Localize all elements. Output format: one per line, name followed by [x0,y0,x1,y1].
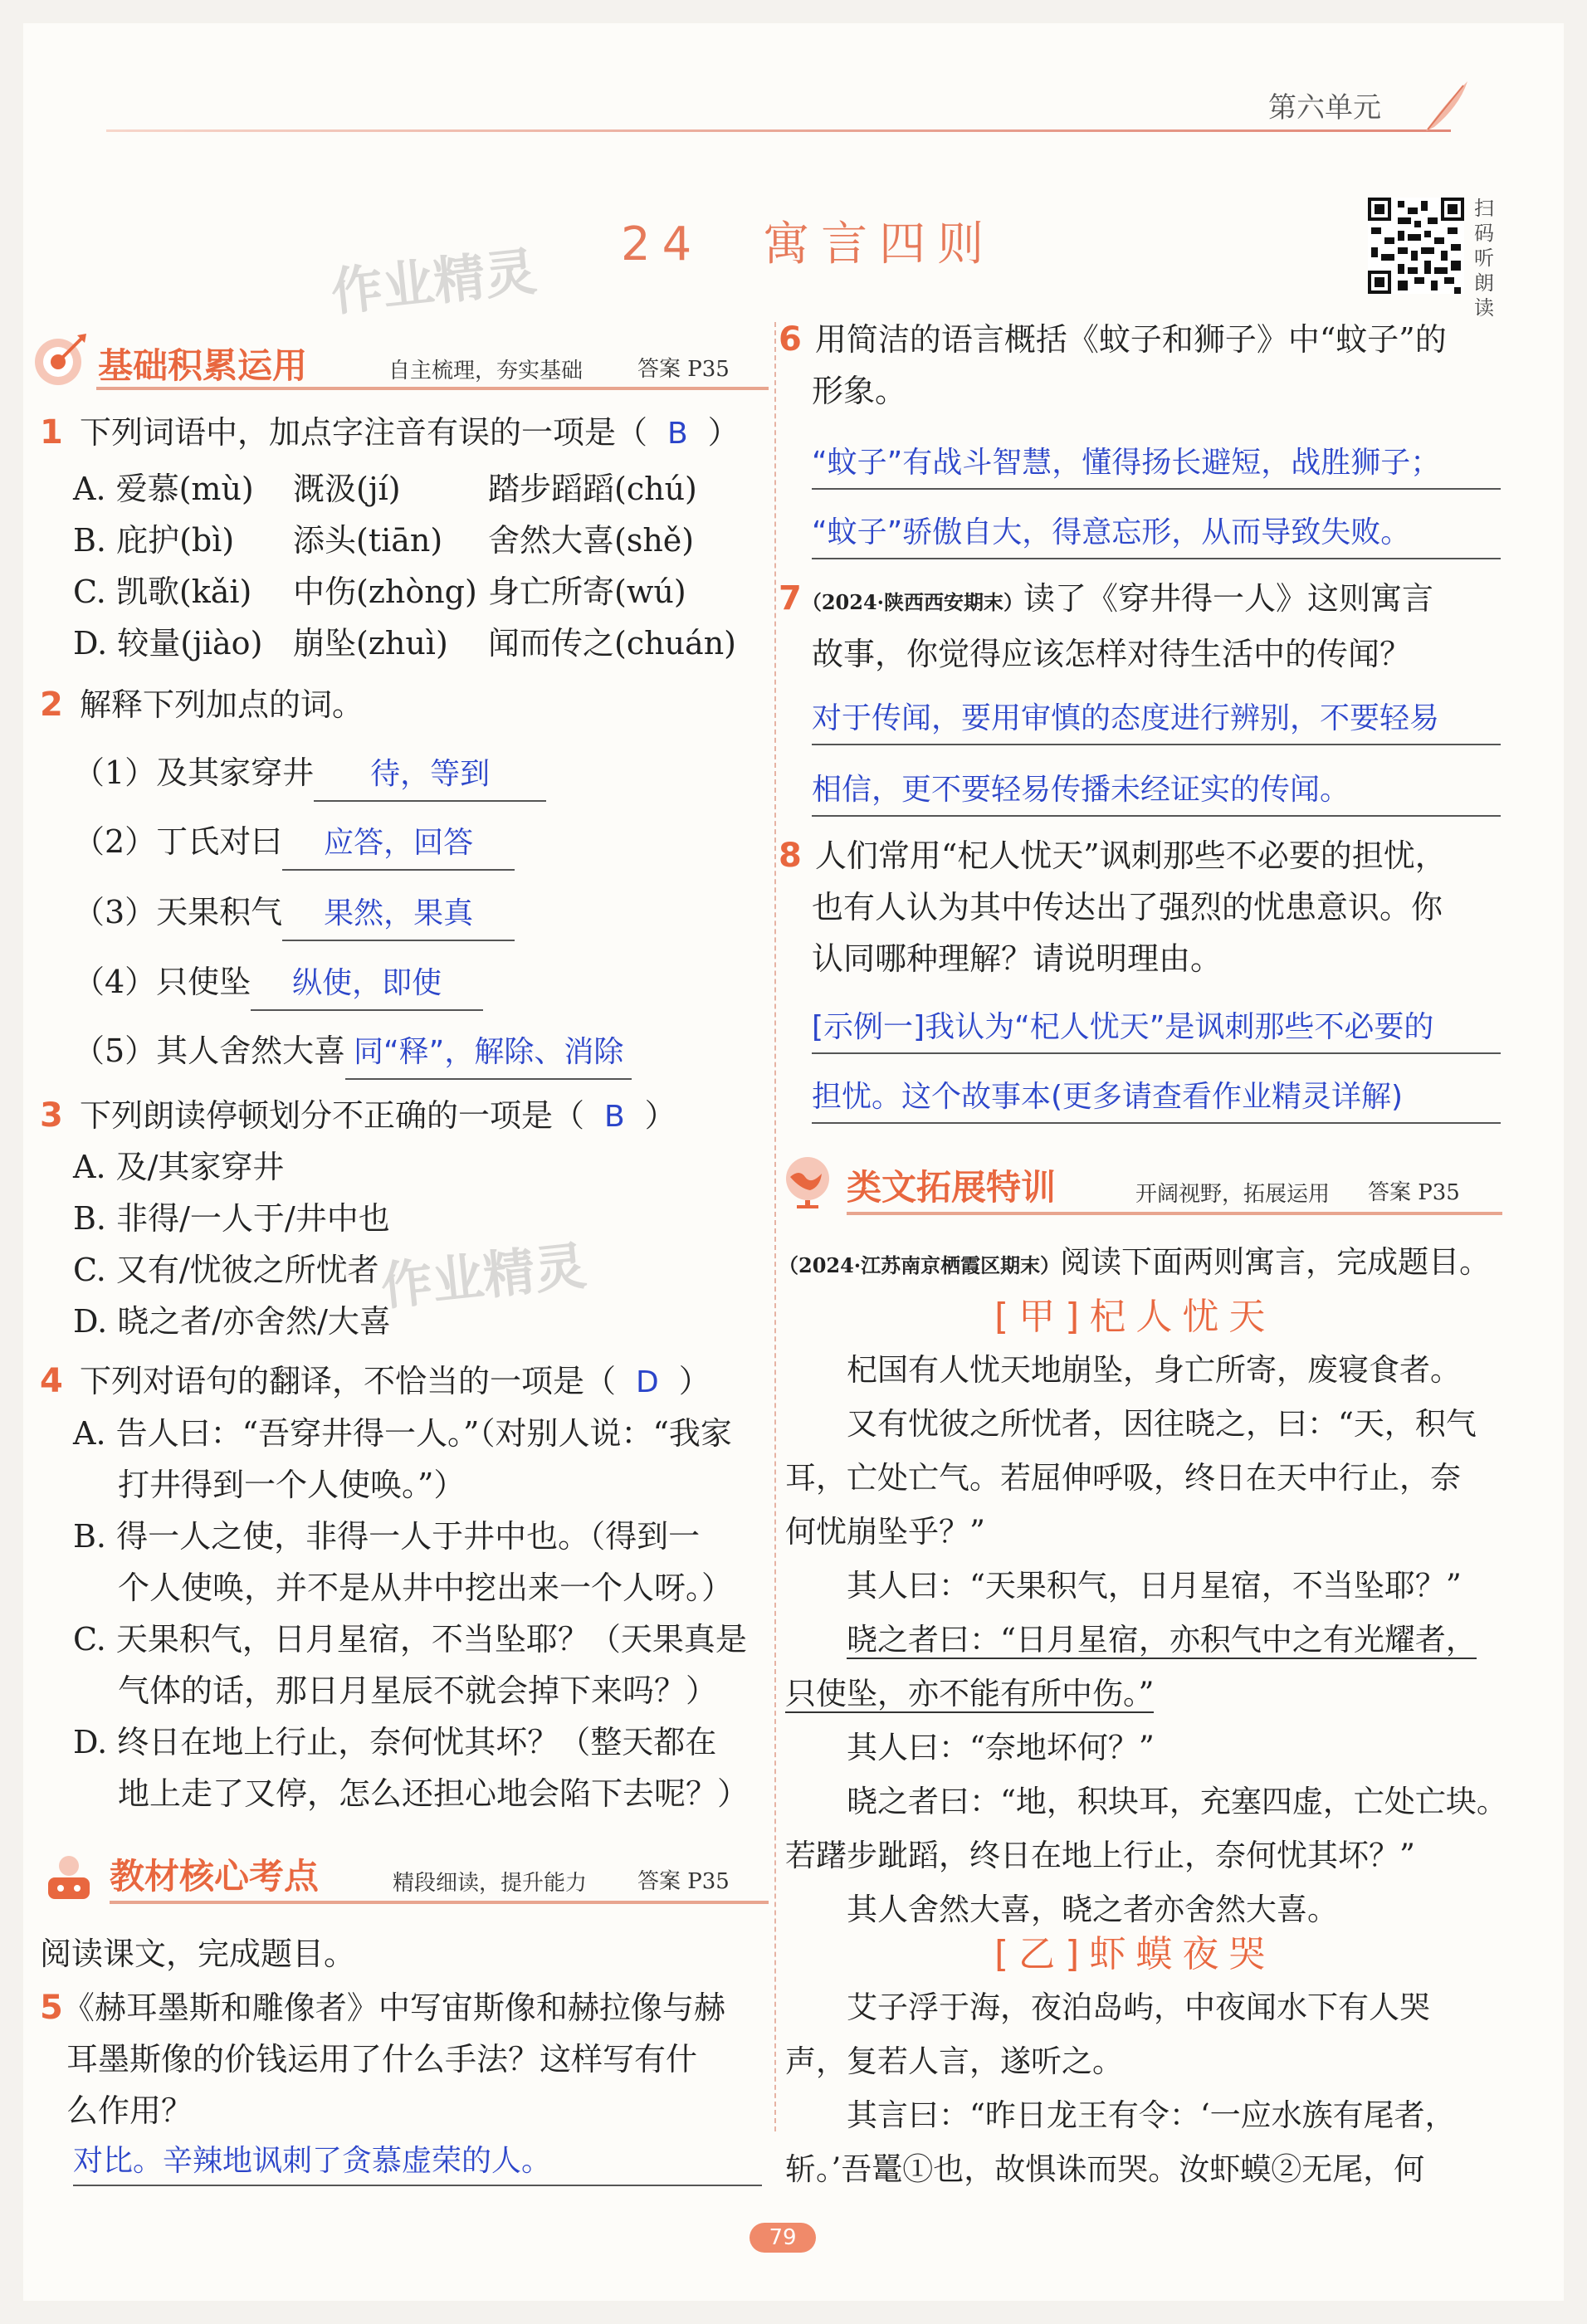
passage-line-underlined: 晓之者曰：“日月星宿，亦积气中之有光耀者， [847,1622,1477,1658]
option-item: 闻而传之(chuán) [488,625,737,662]
answer-choice: B [603,1100,625,1134]
passage-line: 其人曰：“奈地坏何？” [847,1730,1155,1765]
q2-item [73,816,515,871]
passage-line: 晓之者曰：“地，积块耳，充塞四虚，亡处亡块。 [847,1784,1507,1819]
question-number: 1 [40,413,63,452]
question-stem: 下列朗读停顿划分不正确的一项是（ [79,1097,584,1134]
lesson-number: 24 [621,217,704,271]
section-rule [110,1901,769,1904]
q2-item [73,956,483,1011]
question-line: 么作用？ [66,2092,193,2129]
passage-line: 耳，亡处亡气。若屈伸呼吸，终日在天中行止，奈 [785,1460,1461,1496]
robot-icon [40,1849,98,1907]
question-3 [40,1090,676,1143]
passage-line: 何忧崩坠乎？” [785,1514,985,1550]
item-label: （3）天果积气 [73,894,283,930]
answer-choice: D [635,1365,659,1399]
option-item: A. 及/其家穿井 [73,1149,285,1185]
question-number: 2 [40,686,63,724]
option-row [73,515,779,566]
q4-options [73,1408,779,1819]
option-item: 气体的话，那日月星辰不就会掉下来吗？） [118,1672,718,1709]
question-line: 用简洁的语言概括《蚊子和狮子》中“蚊子”的 [814,321,1447,358]
option-row [73,566,779,618]
option-item: 地上走了又停，怎么还担心地会陷下去呢？） [118,1775,750,1812]
reading-instruction: 阅读下面两则寓言，完成题目。 [1060,1244,1491,1280]
answer-blank[interactable]: 纵使，即使 [251,958,483,1011]
passage-line: 声，复若人言，遂听之。 [785,2043,1123,2079]
question-line: 形象。 [812,373,907,409]
option-item: 个人使唤，并不是从井中挖出来一个人呀。） [118,1570,734,1606]
watermark: 作业精灵 [378,1235,589,1317]
item-label: （1）及其家穿井 [73,754,315,791]
question-number: 6 [779,320,802,359]
question-7 [779,573,1509,680]
reading-intro [779,1235,1490,1292]
option-item: A. 告人曰：“吾穿井得一人。”（对别人说：“我家 [73,1415,732,1452]
option-item: D. 晓之者/亦舍然/大喜 [73,1303,391,1340]
answer-blank[interactable]: 应答，回答 [282,818,515,871]
section-answer-ref: 答案 P35 [637,1869,730,1894]
option-item: C. 天果积气，日月星宿，不当坠耶？（天果真是 [73,1621,747,1658]
reading-source: （2024·江苏南京栖霞区期末） [779,1253,1061,1277]
target-icon [32,330,90,388]
question-line: 故事，你觉得应该怎样对待生活中的传闻？ [812,636,1412,672]
question-line: 人们常用“杞人忧天”讽刺那些不必要的担忧， [814,837,1447,874]
option-item: 踏步蹈蹈(chú) [488,471,697,507]
option-item: 溉汲(jí) [293,471,401,507]
answer-line[interactable]: [示例一]我认为“杞人忧天”是讽刺那些不必要的 [812,1003,1501,1054]
option-item: 崩坠(zhuì) [293,625,448,662]
answer-line[interactable]: 对比。辛辣地讽刺了贪慕虚荣的人。 [73,2138,762,2186]
answer-choice: B [667,417,688,451]
section-rule [96,387,769,390]
question-stem: 解释下列加点的词。 [79,686,364,723]
option-item: C. 又有/忧彼之所忧者 [73,1252,379,1288]
section-title-extension: 类文拓展特训 [847,1167,1057,1208]
option-item: 打井得到一个人使唤。”） [118,1467,466,1503]
passage-line: 又有忧彼之所忧者，因往晓之，曰：“天，积气 [847,1406,1477,1442]
watermark: 作业精灵 [328,241,540,323]
question-8 [779,830,1509,984]
question-stem: 下列对语句的翻译，不恰当的一项是（ [79,1363,616,1399]
question-close: ） [644,1097,676,1134]
header-rule [106,129,1451,132]
answer-blank[interactable]: 待，等到 [314,749,546,802]
question-number: 5 [40,1989,63,2027]
globe-icon [779,1152,837,1210]
qr-code-icon[interactable] [1368,198,1464,294]
answer-blank[interactable]: 果然，果真 [282,888,515,941]
passage-line: 艾子浮于海，夜泊岛屿，中夜闻水下有人哭 [847,1990,1430,2025]
q2-item [73,1025,632,1080]
question-line: 也有人认为其中传达出了强烈的忧患意识。你 [812,889,1443,925]
passage-line: 其言曰：“昨日龙王有令：‘一应水族有尾者， [847,2097,1456,2133]
item-label: （2）丁氏对曰 [73,823,283,860]
item-label: （5）其人舍然大喜 [73,1033,346,1069]
question-stem: 下列词语中，加点字注音有误的一项是（ [79,414,647,451]
reading-intro: 阅读课文，完成题目。 [40,1936,356,1972]
option-item: D. 终日在地上行止，奈何忧其坏？（整天都在 [73,1724,717,1760]
option-item: A. 爱慕(mù) [73,471,254,507]
option-item: 身亡所寄(wú) [488,574,686,610]
passage-title-jia: [甲]杞人忧天 [994,1296,1276,1338]
lesson-title [621,208,995,274]
page-number: 79 [750,2223,816,2253]
question-close: ） [678,1363,710,1399]
passage-jia [785,1343,1516,1936]
section-subtitle-extension: 开阔视野，拓展运用 [1135,1182,1331,1207]
answer-line[interactable]: 担忧。这个故事本(更多请查看作业精灵详解) [812,1072,1501,1124]
question-5 [40,1982,770,2136]
question-line: 读了《穿井得一人》这则寓言 [1023,580,1434,617]
section-subtitle-core: 精段细读，提升能力 [393,1871,588,1896]
lesson-name: 寓言四则 [763,217,996,271]
question-line: 耳墨斯像的价钱运用了什么手法？这样写有什 [66,2041,698,2077]
passage-title-yi: [乙]虾蟆夜哭 [994,1933,1276,1975]
question-number: 4 [40,1362,63,1400]
section-subtitle-basic: 自主梳理，夯实基础 [388,359,584,383]
answer-line[interactable]: 对于传闻，要用审慎的态度进行辨别，不要轻易 [812,694,1501,745]
question-line: 《赫耳墨斯和雕像者》中写宙斯像和赫拉像与赫 [62,1990,725,2026]
option-item: 添头(tiān) [293,522,443,559]
question-1 [40,407,770,460]
question-number: 8 [779,837,802,875]
option-item: 中伤(zhòng) [293,574,477,610]
option-row [73,463,779,515]
passage-line: 若躇步跐蹈，终日在地上行止，奈何忧其坏？” [785,1838,1415,1873]
feather-icon [1418,73,1476,139]
question-2 [40,679,364,730]
option-item: D. 较量(jiào) [73,625,263,662]
section-rule [847,1212,1502,1215]
answer-line[interactable]: 相信，更不要轻易传播未经证实的传闻。 [812,765,1501,817]
passage-line: 杞国有人忧天地崩坠，身亡所寄，废寝食者。 [847,1352,1461,1388]
section-title-core: 教材核心考点 [110,1856,320,1897]
question-number: 3 [40,1096,63,1135]
q1-options [73,463,779,669]
option-item: C. 凯歌(kǎi) [73,574,252,610]
option-item: B. 非得/一人于/井中也 [73,1200,390,1237]
question-source: （2024·陕西西安期末） [801,590,1023,614]
question-close: ） [707,414,740,451]
question-6 [779,314,1509,417]
passage-line: 其人曰：“天果积气，日月星宿，不当坠耶？” [847,1568,1462,1604]
passage-line-underlined: 只使坠，亦不能有所中伤。” [785,1676,1155,1711]
question-4 [40,1355,710,1409]
answer-blank[interactable]: 同“释”，解除、消除 [345,1027,632,1080]
option-item: B. 庇护(bì) [73,522,235,559]
option-item: B. 得一人之使，非得一人于井中也。（得到一 [73,1518,701,1555]
passage-line: 其人舍然大喜，晓之者亦舍然大喜。 [847,1892,1338,1927]
q2-item [73,747,546,802]
section-answer-ref: 答案 P35 [1368,1180,1460,1205]
section-answer-ref: 答案 P35 [637,357,730,382]
option-row [73,618,779,669]
q3-options [73,1141,391,1347]
unit-label: 第六单元 [1268,91,1381,124]
section-title-basic: 基础积累运用 [98,345,308,386]
qr-label: 扫码听朗读 [1474,197,1494,320]
question-line: 认同哪种理解？请说明理由。 [812,940,1223,977]
answer-line[interactable]: “蚊子”有战斗智慧，懂得扬长避短，战胜狮子； [812,438,1501,490]
passage-line: 斩。’吾鼍①也，故惧诛而哭。汝虾蟆②无尾，何 [785,2151,1425,2187]
item-label: （4）只使坠 [73,964,251,1000]
q2-item [73,886,515,941]
option-item: 舍然大喜(shě) [488,522,695,559]
question-number: 7 [779,579,802,618]
passage-yi [785,1980,1516,2196]
answer-line[interactable]: “蚊子”骄傲自大，得意忘形，从而导致失败。 [812,508,1501,559]
page [23,23,1564,2301]
